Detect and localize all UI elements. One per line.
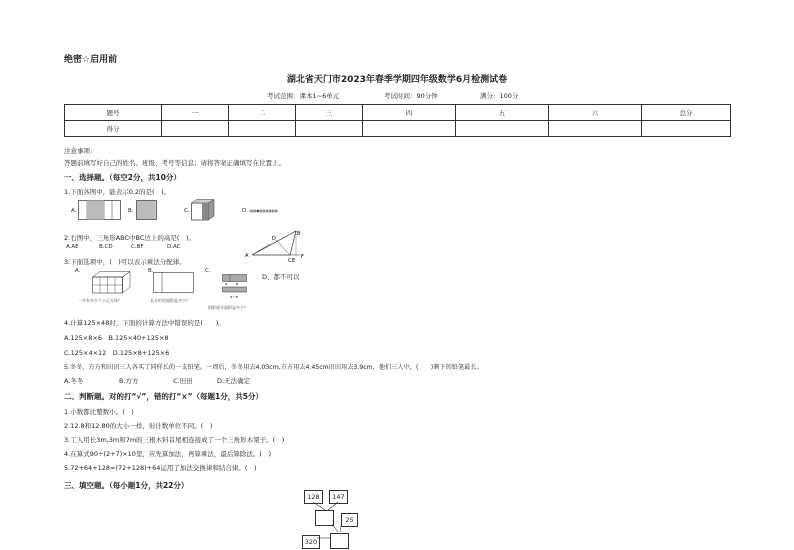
score-cell [549,121,642,137]
score-cell: 二 [229,105,296,121]
score-cell [296,121,363,137]
q2-label-c: C [288,258,292,264]
score-cell: 五 [456,105,549,121]
section2-heading: 二、判断题。对的打“√”，错的打“×”（每题1分，共5分） [64,392,263,401]
notes-heading: 注意事项： [64,147,97,155]
score-cell: 六 [549,105,642,121]
q5-option-a: A.冬冬 [64,377,84,385]
q1-figure-a [78,200,122,220]
q5-text: 5.冬冬、方方和田田三人各买了同样长的一支铅笔。一周后，冬冬用去4.03cm,方方用去4.45cm田田用去3.9cm，他们三人中，( )剩下的铅笔最长。 [64,364,483,371]
q1-figure-d-number-line [249,207,279,215]
judge-item-3: 3.工人用长3m,3m和7m的三根木料首尾相连接成了一个三角形木架子。( ) [64,436,285,444]
full-score: 满分：100分 [480,92,519,100]
score-table-score-row [65,121,731,137]
notes-line: 答题前填写好自己的姓名、班级、考号等信息；请将答案正确填写在位置上。 [64,159,285,167]
tree-box-25: 25 [341,513,358,527]
q5-option-c: C.田田 [173,377,193,385]
tree-box-320: 320 [302,535,320,549]
q3-caption-a: 一共有多少个小正方体？ [78,298,122,303]
q1-figure-c [191,199,215,221]
q3-label-a: a [225,282,228,286]
tree-box-128: 128 [304,490,323,504]
tree-box-blank-1[interactable] [315,510,334,526]
exam-time: 考试时间：90分钟 [384,92,438,100]
q2-option-c: C.BF [131,244,144,250]
q2-label-e: E [292,258,296,264]
score-cell [162,121,229,137]
q3-option-c: C. [205,268,211,274]
judge-item-4: 4.在算式90÷(2+7)×10里，应先算加法，再算乘法，最后算除法。( ) [64,450,271,458]
q3-figure-b-rectangle [153,272,195,294]
page-title: 湖北省天门市2023年春季学期四年级数学6月检测试卷 [286,75,508,85]
score-cell: 一 [162,105,229,121]
q3-label-b: b [236,282,239,286]
score-cell: 三 [296,105,363,121]
q5-option-b: B.方方 [119,377,139,385]
score-cell [456,121,549,137]
score-cell [363,121,456,137]
q3-caption-c: 阴影部分面积是多少？ [208,305,248,310]
q3-text: 3.下面选项中，( )可以表示乘法分配律。 [64,258,186,266]
q1-option-d: D. [242,208,248,214]
judge-item-1: 1.小数都比整数小。( ) [64,408,134,416]
q2-option-a: A.AE [66,244,79,250]
q4-text: 4.计算125×48时，下面的计算方法中错误的是( )。 [64,319,225,327]
score-cell [642,121,731,137]
confidential-mark: 绝密☆启用前 [64,55,118,65]
score-table [64,104,731,137]
q2-option-b: B.CD [99,244,113,250]
q1-option-c: C. [184,208,190,214]
score-cell: 得分 [65,121,162,137]
q2-label-a: A [245,253,249,259]
q2-label-b: B [297,231,301,237]
q4-options-line1: A.125×8×6 B.125×40+125×8 [64,334,169,342]
tree-box-blank-2[interactable] [330,533,349,549]
score-table-header-row [65,105,731,121]
q1-option-a: A. [71,208,77,214]
q2-label-d: D [272,236,276,242]
q3-caption-b: 长方形的面积是多少？ [150,298,190,303]
judge-item-2: 2.12.8和12.80的大小一样，但计数单位不同。( ) [64,422,213,430]
q2-triangle-figure [245,228,306,264]
score-cell: 总分 [642,105,731,121]
q3-label-ab: a＋b [230,295,238,299]
q4-options-line2: C.125×4×12 D.125×8+125×6 [64,349,170,357]
q2-option-d: D.AC [167,244,181,250]
q2-text: 2.右图中，三角形ABC中BC边上的高是( )。 [64,234,195,242]
judge-item-5: 5.72+64+128=(72+128)+64运用了加法交换律和结合律。( ) [64,464,257,472]
q1-figure-b [136,200,158,220]
q3-option-a: A. [75,268,81,274]
q1-option-b: B. [128,208,134,214]
q3-figure-a-cubes [92,271,132,295]
q2-label-f: F [301,254,304,260]
exam-scope: 考试范围：课本1~6单元 [267,92,340,100]
score-cell: 题号 [65,105,162,121]
q3-figure-c-shaded [222,274,248,300]
q3-option-b: B. [148,268,154,274]
q5-option-d: D.无法确定 [217,377,251,385]
score-cell [229,121,296,137]
section3-heading: 三、填空题。（每小题1分，共22分） [64,481,189,490]
q1-text: 1.下面各图中，能表示0.2的是( )。 [64,188,171,196]
tree-box-147: 147 [329,490,348,504]
section1-heading: 一、选择题。（每空2分，共10分） [64,173,181,182]
score-cell: 四 [363,105,456,121]
q3-option-d: D、都不可以 [262,273,300,281]
